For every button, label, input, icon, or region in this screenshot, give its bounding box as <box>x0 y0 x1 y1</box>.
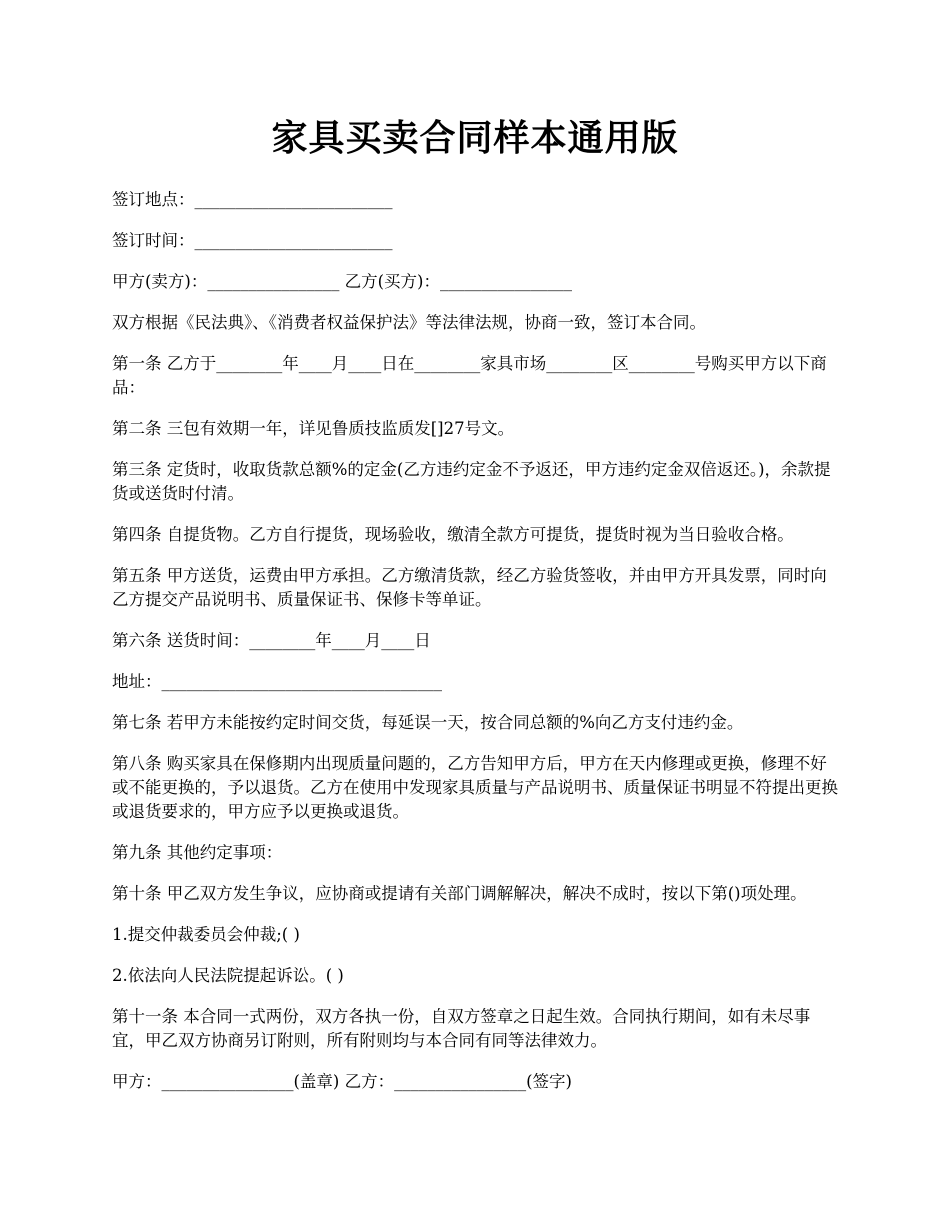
option-1: 1.提交仲裁委员会仲裁;( ) <box>112 925 300 944</box>
article-5: 第五条 甲方送货，运费由甲方承担。乙方缴清货款，经乙方验货签收，并由甲方开具发票，同时向乙方提交产品说明书、质量保证书、保修卡等单证。 <box>112 566 827 609</box>
article-6: 第六条 送货时间：________年____月____日 <box>112 631 431 650</box>
parties-line: 甲方(卖方)：________________ 乙方(买方)：________________ <box>112 272 572 291</box>
article-11: 第十一条 本合同一式两份，双方各执一份，自双方签章之日起生效。合同执行期间，如有未尽事宜，甲乙双方协商另订附则，所有附则均与本合同有同等法律效力。 <box>112 1007 811 1050</box>
address-line: 地址：__________________________________ <box>112 672 442 691</box>
article-1: 第一条 乙方于________年____月____日在________家具市场________区________号购买甲方以下商品： <box>112 354 827 397</box>
signature-line: 甲方：________________(盖章) 乙方：________________(签字) <box>112 1072 572 1091</box>
signing-time: 签订时间：________________________ <box>112 231 393 250</box>
article-8: 第八条 购买家具在保修期内出现质量问题的，乙方告知甲方后，甲方在天内修理或更换，修理不好或不能更换的，予以退货。乙方在使用中发现家具质量与产品说明书、质量保证书明显不符提出更换或退货要求的，甲方应予以更换或退货。 <box>112 754 838 821</box>
article-4: 第四条 自提货物。乙方自行提货，现场验收，缴清全款方可提货，提货时视为当日验收合格。 <box>112 525 794 544</box>
preamble: 双方根据《民法典》、《消费者权益保护法》等法律法规，协商一致，签订本合同。 <box>112 313 706 332</box>
signing-place: 签订地点：________________________ <box>112 190 393 209</box>
article-3: 第三条 定货时，收取货款总额%的定金(乙方违约定金不予返还，甲方违约定金双倍返还。)，余款提货或送货时付清。 <box>112 460 831 503</box>
article-9: 第九条 其他约定事项： <box>112 843 283 862</box>
article-7: 第七条 若甲方未能按约定时间交货，每延误一天，按合同总额的%向乙方支付违约金。 <box>112 713 744 732</box>
document-title: 家具买卖合同样本通用版 <box>271 117 679 159</box>
article-2: 第二条 三包有效期一年，详见鲁质技监质发[]27号文。 <box>112 419 515 438</box>
article-10: 第十条 甲乙双方发生争议，应协商或提请有关部门调解解决，解决不成时，按以下第()项处理。 <box>112 884 807 903</box>
option-2: 2.依法向人民法院提起诉讼。( ) <box>112 966 344 985</box>
